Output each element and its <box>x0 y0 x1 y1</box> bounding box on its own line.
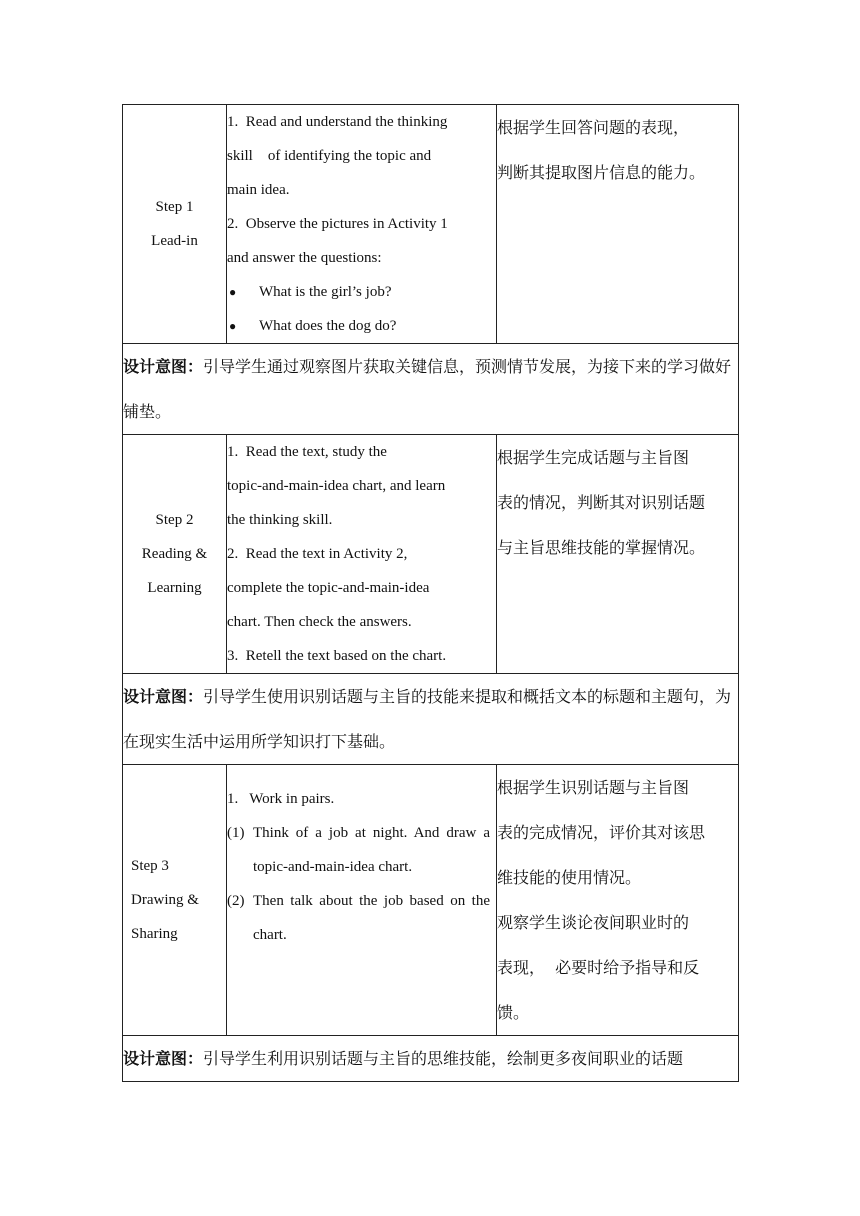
activity-line: skill of identifying the topic and <box>227 148 432 164</box>
assessment-line: 根据学生回答问题的表现， <box>497 118 690 137</box>
assessment-cell <box>497 435 739 674</box>
bullet-text: What is the girl’s job? <box>259 284 392 300</box>
bullet-item <box>227 309 496 343</box>
assessment-cell <box>497 765 739 1036</box>
step-name: Lead-in <box>151 233 198 249</box>
activity-line: main idea. <box>227 182 290 198</box>
item-text: Think of a job at night. And draw a topic-and-main-idea chart. <box>253 825 490 875</box>
activities-cell <box>227 435 497 674</box>
step-name: Sharing <box>131 926 178 942</box>
table-row <box>123 435 739 674</box>
numbered-item <box>227 816 490 884</box>
activities-cell <box>227 105 497 344</box>
assessment-line: 表的情况，判断其对识别话题 <box>497 493 706 512</box>
step-number: Step 1 <box>155 199 194 215</box>
assessment-line: 表的完成情况，评价其对该思 <box>497 823 706 842</box>
design-intent-row <box>123 674 739 765</box>
assessment-line: 表现， 必要时给予指导和反 <box>497 958 700 977</box>
activity-line: 1. Read and understand the thinking <box>227 114 448 130</box>
design-intent-text: 引导学生使用识别话题与主旨的技能来提取和概括文本的标题和主题句，为在现实生活中运用所学知识打下基础。 <box>123 687 732 751</box>
item-text: Then talk about the job based on the chart. <box>253 893 490 943</box>
design-intent-row <box>123 1036 739 1082</box>
design-intent-cell <box>123 674 739 765</box>
assessment-line: 根据学生识别话题与主旨图 <box>497 778 690 797</box>
step-cell <box>123 105 227 344</box>
design-intent-label: 设计意图： <box>123 687 204 706</box>
assessment-line: 根据学生完成话题与主旨图 <box>497 448 690 467</box>
activity-line: 2. Observe the pictures in Activity 1 <box>227 216 448 232</box>
lesson-plan-table <box>122 104 739 1082</box>
assessment-line: 判断其提取图片信息的能力。 <box>497 163 706 182</box>
activity-line: chart. Then check the answers. <box>227 614 412 630</box>
bullet-dot-icon: ● <box>229 319 237 333</box>
step-name: Drawing & <box>131 892 199 908</box>
design-intent-text: 引导学生利用识别话题与主旨的思维技能，绘制更多夜间职业的话题 <box>203 1049 684 1068</box>
bullet-item <box>227 275 496 309</box>
table-row <box>123 765 739 1036</box>
item-number: (2) <box>227 893 245 909</box>
design-intent-label: 设计意图： <box>123 1049 204 1068</box>
activity-line: the thinking skill. <box>227 512 333 528</box>
activity-line: 2. Read the text in Activity 2, <box>227 546 408 562</box>
assessment-line: 馈。 <box>497 1003 530 1022</box>
step-number: Step 2 <box>155 512 194 528</box>
activities-cell <box>227 765 497 1036</box>
design-intent-row <box>123 344 739 435</box>
bullet-dot-icon: ● <box>229 285 237 299</box>
table-row <box>123 105 739 344</box>
activity-line: complete the topic-and-main-idea <box>227 580 430 596</box>
activity-line: topic-and-main-idea chart, and learn <box>227 478 446 494</box>
step-cell <box>123 435 227 674</box>
activity-line: 1. Read the text, study the <box>227 444 387 460</box>
assessment-line: 维技能的使用情况。 <box>497 868 642 887</box>
assessment-line: 观察学生谈论夜间职业时的 <box>497 913 690 932</box>
design-intent-text: 引导学生通过观察图片获取关键信息，预测情节发展，为接下来的学习做好铺垫。 <box>123 357 732 421</box>
assessment-line: 与主旨思维技能的掌握情况。 <box>497 538 706 557</box>
step-name: Reading & <box>141 546 208 562</box>
design-intent-cell <box>123 1036 739 1082</box>
numbered-item <box>227 884 490 952</box>
step-name: Learning <box>147 580 202 596</box>
bullet-text: What does the dog do? <box>259 318 397 334</box>
assessment-cell <box>497 105 739 344</box>
activity-line: and answer the questions: <box>227 250 382 266</box>
design-intent-label: 设计意图： <box>123 357 204 376</box>
activity-line: 3. Retell the text based on the chart. <box>227 648 447 664</box>
step-number: Step 3 <box>131 858 169 874</box>
design-intent-cell <box>123 344 739 435</box>
activity-line: 1. Work in pairs. <box>227 791 335 807</box>
item-number: (1) <box>227 825 245 841</box>
step-cell <box>123 765 227 1036</box>
